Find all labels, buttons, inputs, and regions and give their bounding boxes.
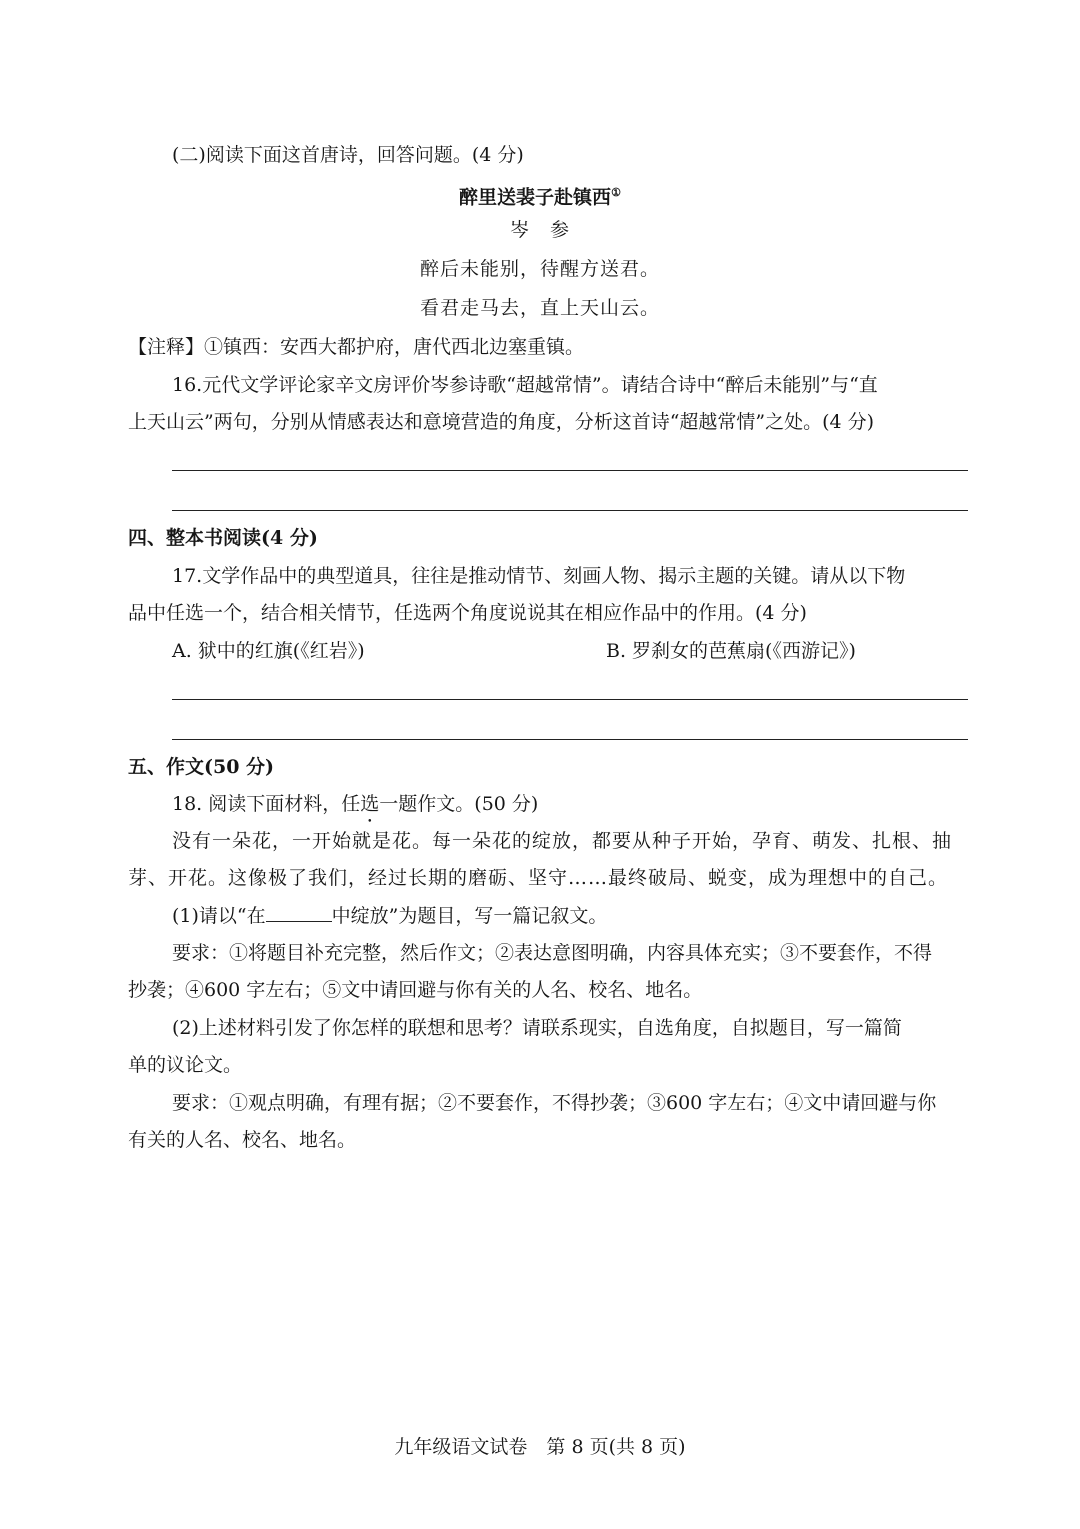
q18-req1-line-2: 抄袭；④600 字左右；⑤文中请回避与你有关的人名、校名、地名。 — [128, 979, 703, 1001]
q18-prompt-1-pre: (1)请以“在 — [172, 905, 266, 927]
title-blank[interactable] — [266, 903, 332, 922]
section-2-header: (二)阅读下面这首唐诗，回答问题。(4 分) — [172, 144, 524, 166]
poem-line-2: 看君走马去，直上天山云。 — [419, 297, 660, 319]
poem-title-text: 醉里送裴子赴镇西 — [459, 186, 612, 209]
q16-line-1: 16.元代文学评论家辛文房评价岑参诗歌“超越常情”。请结合诗中“醉后未能别”与“直 — [172, 374, 878, 396]
section-4-header: 四、整本书阅读(4 分) — [128, 527, 318, 549]
q18-prompt-2-line-2: 单的议论文。 — [128, 1054, 243, 1076]
q18-material-line-2: 芽、开花。这像极了我们，经过长期的磨砺、坚守……最终破局、蜕变，成为理想中的自己。 — [128, 867, 949, 889]
q18-prompt-1 — [172, 903, 968, 929]
poem-annotation: 【注释】①镇西：安西大都护府，唐代西北边塞重镇。 — [128, 336, 585, 358]
q18-material-line-1: 没有一朵花，一开始就是花。每一朵花的绽放，都要从种子开始，孕育、萌发、扎根、抽 — [172, 830, 953, 852]
page-footer: 九年级语文试卷 第 8 页(共 8 页) — [394, 1436, 686, 1458]
q18-heading — [172, 791, 968, 817]
q16-line-2: 上天山云”两句，分别从情感表达和意境营造的角度，分析这首诗“超越常情”之处。(4 分) — [128, 411, 875, 433]
section-5-header: 五、作文(50 分) — [128, 756, 275, 778]
q18-heading-emphasis: 任选一 — [341, 793, 399, 815]
q17-answer-line-2[interactable] — [172, 739, 968, 740]
q16-answer-line-2[interactable] — [172, 510, 968, 511]
poem-note-mark: ① — [611, 186, 621, 199]
q18-req1-line-1: 要求：①将题目补充完整，然后作文；②表达意图明确，内容具体充实；③不要套作，不得 — [172, 942, 933, 964]
q17-line-1: 17.文学作品中的典型道具，往往是推动情节、刻画人物、揭示主题的关键。请从以下物 — [172, 565, 906, 587]
q18-heading-post: 题作文。(50 分) — [398, 793, 539, 815]
poem-title — [0, 180, 1080, 210]
q18-req2-line-2: 有关的人名、校名、地名。 — [128, 1129, 357, 1151]
poem-author: 岑 参 — [509, 219, 570, 241]
q16-answer-line-1[interactable] — [172, 470, 968, 471]
poem-line-1: 醉后未能别，待醒方送君。 — [419, 258, 660, 280]
q17-line-2: 品中任选一个，结合相关情节，任选两个角度说说其在相应作品中的作用。(4 分) — [128, 602, 807, 624]
q17-answer-line-1[interactable] — [172, 699, 968, 700]
q17-option-b: B. 罗刹女的芭蕉扇(《西游记》) — [606, 640, 856, 662]
q18-prompt-2-line-1: (2)上述材料引发了你怎样的联想和思考？请联系现实，自选角度，自拟题目，写一篇简 — [172, 1017, 902, 1039]
q18-prompt-1-post: 中绽放”为题目，写一篇记叙文。 — [331, 905, 608, 927]
q18-heading-pre: 18. 阅读下面材料， — [172, 793, 342, 815]
q17-option-a: A. 狱中的红旗(《红岩》) — [172, 640, 365, 662]
q18-req2-line-1: 要求：①观点明确，有理有据；②不要套作，不得抄袭；③600 字左右；④文中请回避与你 — [172, 1092, 937, 1114]
